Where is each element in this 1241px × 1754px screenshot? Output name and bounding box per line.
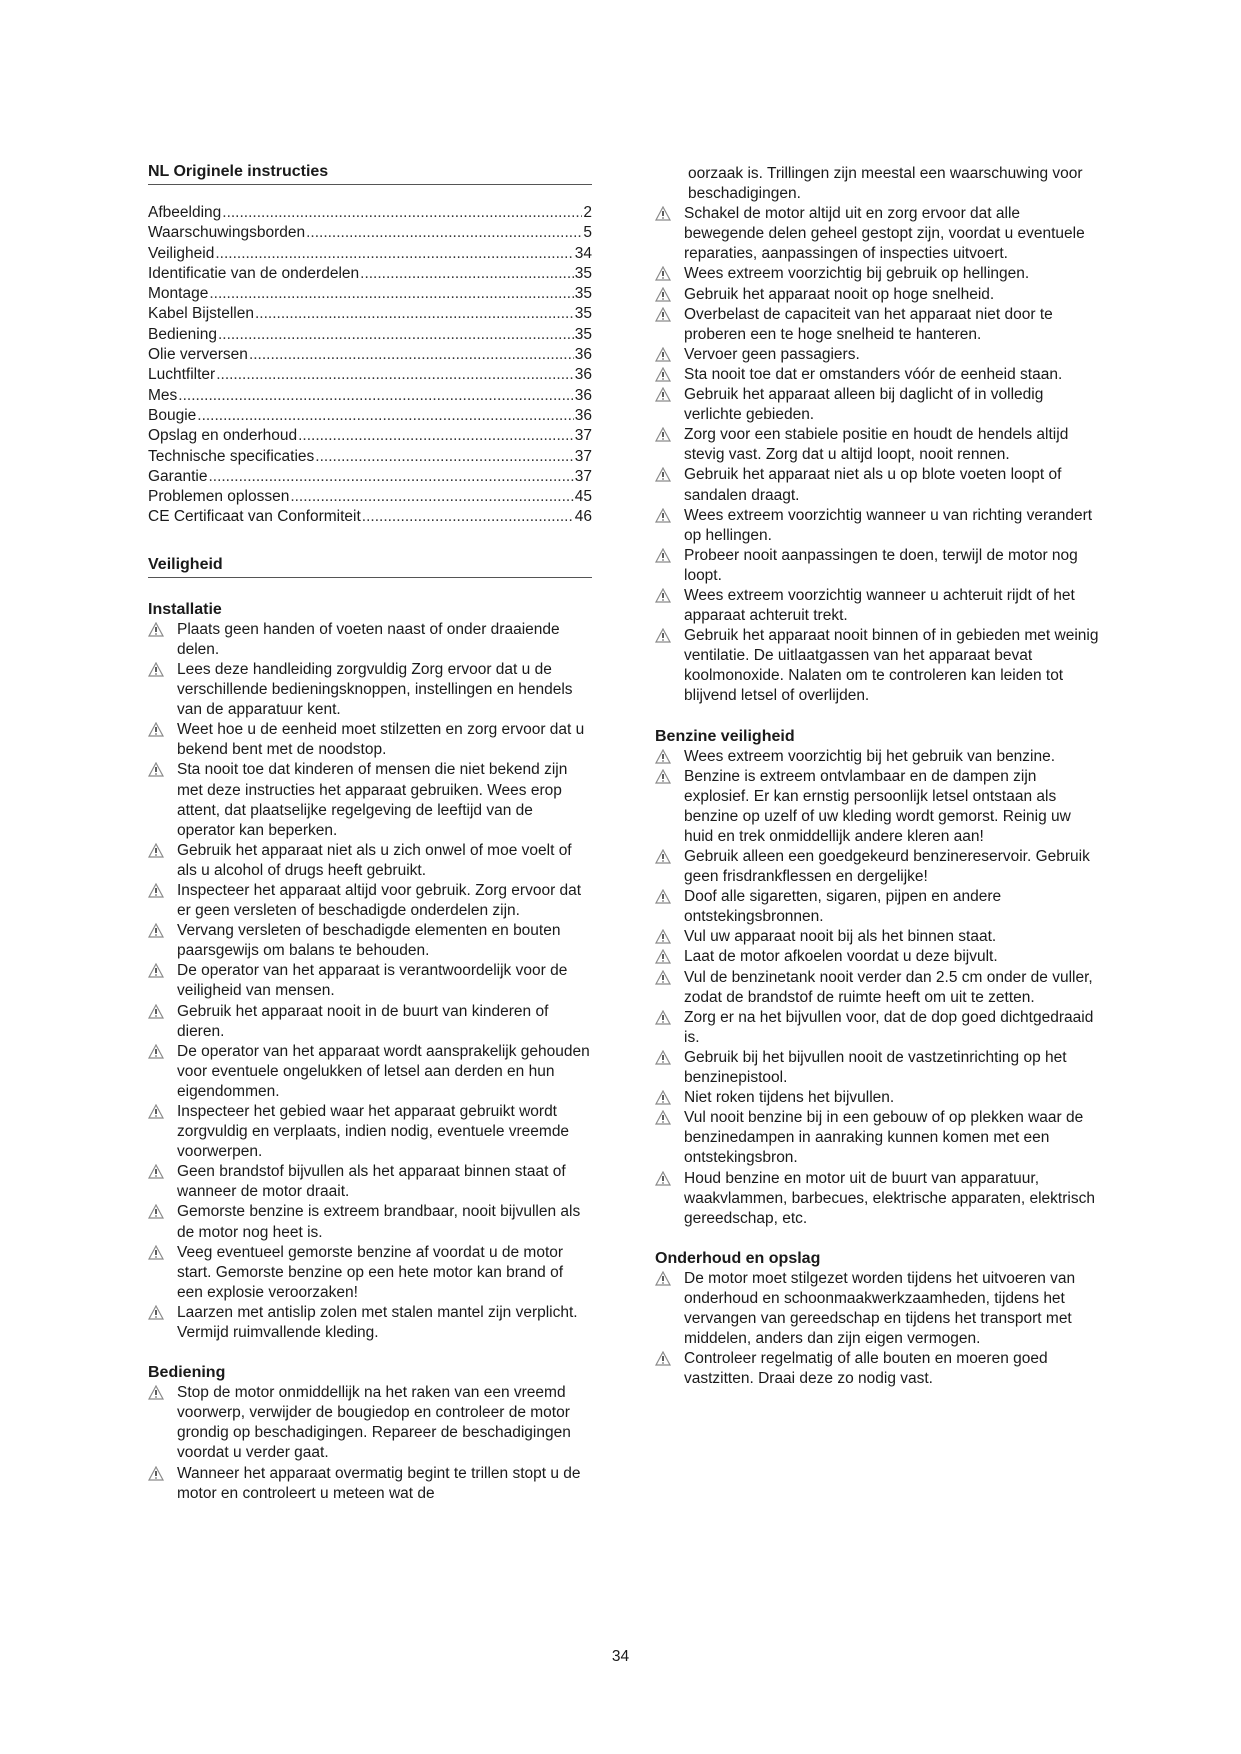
toc-page: 36 [574, 346, 592, 364]
warning-text: Wees extreem voorzichtig wanneer u achteruit rijdt of het apparaat achteruit trekt. [684, 586, 1075, 625]
list-bediening [148, 1383, 592, 1504]
warning-triangle-icon [655, 1050, 671, 1065]
toc-leader-dots [360, 264, 574, 284]
warning-triangle-icon [148, 1164, 164, 1179]
toc-leader-dots [215, 244, 573, 264]
warning-list-item [148, 1102, 592, 1162]
warning-triangle-icon [148, 1004, 164, 1019]
right-column [655, 164, 1103, 1389]
warning-text: Gebruik het apparaat nooit binnen of in gebieden met weinig ventilatie. De uitlaatgassen van het apparaat bevat koolmonoxide. Nalaten om te controleren kan leiden tot blijvend letsel of overlijden. [684, 627, 1099, 705]
toc-label: Olie verversen [148, 346, 248, 364]
warning-triangle-icon [148, 1466, 164, 1481]
warning-text: Vervang versleten of beschadigde elementen en bouten paarsgewijs om balans te behouden. [177, 922, 561, 960]
warning-text: Zorg voor een stabiele positie en houdt de hendels altijd stevig vast. Zorg dat u altijd loopt, nooit rennen. [684, 426, 1069, 464]
warning-triangle-icon [148, 1104, 164, 1119]
warning-list-item [655, 264, 1103, 284]
toc-label: Kabel Bijstellen [148, 305, 254, 323]
warning-list-item [655, 1169, 1103, 1229]
warning-triangle-icon [655, 1010, 671, 1025]
warning-text: Geen brandstof bijvullen als het apparaat binnen staat of wanneer de motor draait. [177, 1163, 566, 1201]
toc-row [148, 487, 592, 507]
warning-triangle-icon [148, 1305, 164, 1320]
warning-triangle-icon [655, 769, 671, 784]
toc-row [148, 223, 592, 243]
continued-text: oorzaak is. Trillingen zijn meestal een waarschuwing voor beschadigingen. [688, 165, 1083, 203]
section-title-veiligheid: Veiligheid [148, 555, 592, 578]
warning-triangle-icon [655, 1171, 671, 1186]
section-title-originele-instructies: NL Originele instructies [148, 162, 592, 185]
subsection-title-bediening: Bediening [148, 1364, 226, 1382]
toc-label: Technische specificaties [148, 447, 315, 465]
toc-leader-dots [218, 325, 574, 345]
warning-text: Wees extreem voorzichtig bij het gebruik van benzine. [684, 747, 1056, 765]
toc-page: 36 [574, 406, 592, 424]
warning-text: Gebruik het apparaat alleen bij daglicht of in volledig verlichte gebieden. [684, 386, 1044, 424]
warning-text: De operator van het apparaat wordt aansprakelijk gehouden voor eventuele ongelukken of letsel aan derden en hun eigendommen. [177, 1042, 590, 1100]
warning-triangle-icon [655, 367, 671, 382]
toc-page: 35 [574, 305, 592, 323]
warning-triangle-icon [655, 206, 671, 221]
warning-list-item [655, 887, 1103, 927]
warning-list-item [655, 767, 1103, 847]
toc-label: Bougie [148, 406, 197, 424]
toc-label: Waarschuwingsborden [148, 224, 306, 242]
toc-page: 35 [574, 264, 592, 282]
warning-list-item [655, 365, 1103, 385]
warning-text: Inspecteer het apparaat altijd voor gebruik. Zorg ervoor dat er geen versleten of beschadigde onderdelen zijn. [177, 881, 582, 920]
warning-list-item [655, 345, 1103, 365]
warning-triangle-icon [655, 287, 671, 302]
warning-triangle-icon [655, 929, 671, 944]
warning-list-item [655, 626, 1103, 706]
warning-text: Gebruik het apparaat niet als u zich onwel of moe voelt of als u alcohol of drugs heeft gebruikt. [177, 841, 572, 879]
warning-text: Veeg eventueel gemorste benzine af voordat u de motor start. Gemorste benzine op een hete motor kan brand of een explosie veroorzaken! [177, 1243, 564, 1301]
warning-text: Gebruik bij het bijvullen nooit de vastzetinrichting op het benzinepistool. [684, 1048, 1067, 1087]
warning-text: De operator van het apparaat is verantwoordelijk voor de veiligheid van mensen. [177, 962, 568, 1000]
warning-text: Lees deze handleiding zorgvuldig Zorg ervoor dat u de verschillende bedieningsknoppen, instellingen en hendels van de apparatuur kent. [177, 660, 573, 719]
warning-triangle-icon [655, 949, 671, 964]
toc-row [148, 244, 592, 264]
warning-list-item [148, 961, 592, 1001]
warning-list-item [148, 1243, 592, 1303]
warning-text: Stop de motor onmiddellijk na het raken van een vreemd voorwerp, verwijder de bougiedop en controleer de motor grondig op beschadigingen. Repareer de beschadigingen voordat u verder gaat. [177, 1384, 571, 1462]
warning-text: Houd benzine en motor uit de buurt van apparatuur, waakvlammen, barbecues, elektrische apparaten, elektrisch gereedschap, etc. [684, 1169, 1095, 1227]
warning-list-item [148, 1162, 592, 1202]
toc-page: 35 [574, 325, 592, 343]
toc-page: 37 [574, 467, 592, 485]
warning-text: Schakel de motor altijd uit en zorg ervoor dat alle bewegende delen geheel gestopt zijn, voordat u eventuele reparaties, aanpassingen of inspecties uitvoert. [684, 205, 1085, 263]
warning-list-item [655, 1108, 1103, 1168]
warning-triangle-icon [148, 923, 164, 938]
warning-list-item [655, 465, 1103, 505]
warning-triangle-icon [655, 889, 671, 904]
toc-row [148, 426, 592, 446]
toc-page: 37 [574, 427, 592, 445]
list-benzine-veiligheid [655, 747, 1103, 1229]
warning-text: Gemorste benzine is extreem brandbaar, nooit bijvullen als de motor nog heet is. [177, 1203, 581, 1241]
warning-text: Laat de motor afkoelen voordat u deze bijvult. [684, 948, 998, 966]
page-number: 34 [611, 1648, 630, 1665]
subsection-title-installatie: Installatie [148, 600, 222, 618]
warning-list-item [148, 620, 592, 660]
warning-text: Niet roken tijdens het bijvullen. [684, 1089, 895, 1107]
toc-page: 35 [574, 285, 592, 303]
warning-list-item [655, 546, 1103, 586]
toc-leader-dots [306, 223, 582, 243]
warning-text: Gebruik het apparaat nooit in de buurt van kinderen of dieren. [177, 1002, 549, 1040]
toc-row [148, 264, 592, 284]
warning-text: Vul nooit benzine bij in een gebouw of op plekken waar de benzinedampen in aanraking kunnen komen met een ontstekingsbron. [684, 1109, 1084, 1167]
warning-triangle-icon [655, 508, 671, 523]
toc-label: Montage [148, 285, 209, 303]
warning-triangle-icon [148, 622, 164, 637]
warning-list-item [655, 204, 1103, 264]
warning-triangle-icon [148, 1245, 164, 1260]
warning-list-item [655, 285, 1103, 305]
warning-list-item [148, 720, 592, 760]
toc-leader-dots [209, 284, 573, 304]
toc-page: 46 [574, 508, 592, 526]
warning-list-item [655, 506, 1103, 546]
warning-text: Plaats geen handen of voeten naast of onder draaiende delen. [177, 620, 560, 658]
warning-list-item [655, 927, 1103, 947]
warning-text: De motor moet stilgezet worden tijdens het uitvoeren van onderhoud en schoonmaakwerkzaamheden, tijdens het vervangen van gereedschap en tijdens het transport met middelen, anders dan zijn eigen vermogen. [684, 1269, 1076, 1348]
warning-list-item [655, 1088, 1103, 1108]
toc-row [148, 203, 592, 223]
warning-triangle-icon [655, 588, 671, 603]
toc-leader-dots [222, 203, 582, 223]
warning-text: Weet hoe u de eenheid moet stilzetten en zorg ervoor dat u bekend bent met de noodstop. [177, 721, 585, 759]
left-column [148, 162, 592, 1504]
toc-page: 2 [583, 204, 592, 221]
toc-label: Afbeelding [148, 204, 222, 221]
warning-list-item [655, 1269, 1103, 1349]
warning-list-item [655, 747, 1103, 767]
warning-triangle-icon [148, 963, 164, 978]
warning-triangle-icon [148, 1044, 164, 1059]
warning-triangle-icon [655, 970, 671, 985]
warning-text: Controleer regelmatig of alle bouten en moeren goed vastzitten. Draai deze zo nodig vast. [684, 1350, 1048, 1388]
warning-text: Inspecteer het gebied waar het apparaat gebruikt wordt zorgvuldig en verplaats, indien nodig, eventuele vreemde voorwerpen. [177, 1103, 570, 1161]
toc-leader-dots [249, 345, 574, 365]
toc-row [148, 386, 592, 406]
toc-row [148, 406, 592, 426]
toc-label: Bediening [148, 325, 217, 343]
warning-text: Benzine is extreem ontvlambaar en de dampen zijn explosief. Er kan ernstig persoonlijk letsel ontstaan als benzine op uzelf of uw kleding wordt gemorst. Reinig uw huid en trek onmiddellijk andere kleren aan! [684, 767, 1071, 845]
warning-triangle-icon [655, 387, 671, 402]
warning-triangle-icon [655, 266, 671, 281]
warning-text: Gebruik het apparaat niet als u op blote voeten loopt of sandalen draagt. [684, 466, 1062, 504]
warning-triangle-icon [655, 1110, 671, 1125]
warning-triangle-icon [655, 628, 671, 643]
toc-leader-dots [290, 487, 573, 507]
toc-label: Luchtfilter [148, 366, 216, 384]
toc-leader-dots [298, 426, 574, 446]
toc-leader-dots [216, 365, 574, 385]
toc-label: Problemen oplossen [148, 488, 290, 506]
toc-label: Veiligheid [148, 244, 215, 262]
toc-label: Mes [148, 386, 178, 404]
warning-triangle-icon [655, 467, 671, 482]
list-bediening-continued [655, 204, 1103, 706]
warning-text: Overbelast de capaciteit van het apparaat niet door te proberen een te hoge snelheid te hanteren. [684, 305, 1053, 343]
toc-label: Opslag en onderhoud [148, 427, 298, 445]
warning-list-item [148, 1042, 592, 1102]
warning-text: Probeer nooit aanpassingen te doen, terwijl de motor nog loopt. [684, 546, 1078, 584]
toc-leader-dots [197, 406, 573, 426]
toc-leader-dots [178, 386, 573, 406]
warning-list-item [148, 841, 592, 881]
warning-list-item [655, 968, 1103, 1008]
warning-triangle-icon [655, 749, 671, 764]
table-of-contents [148, 203, 592, 528]
toc-page: 34 [574, 244, 592, 262]
toc-row [148, 447, 592, 467]
toc-label: Garantie [148, 467, 208, 485]
warning-list-item [655, 586, 1103, 626]
warning-triangle-icon [655, 849, 671, 864]
warning-text: Wees extreem voorzichtig bij gebruik op hellingen. [684, 265, 1030, 283]
toc-row [148, 325, 592, 345]
warning-text: Gebruik het apparaat nooit op hoge snelheid. [684, 285, 995, 303]
list-installatie [148, 620, 592, 1343]
warning-text: Doof alle sigaretten, sigaren, pijpen en andere ontstekingsbronnen. [684, 888, 1002, 926]
toc-row [148, 284, 592, 304]
warning-text: Wees extreem voorzichtig wanneer u van richting verandert op hellingen. [684, 506, 1093, 544]
warning-text: Sta nooit toe dat kinderen of mensen die niet bekend zijn met deze instructies het apparaat gebruiken. Wees erop attent, dat plaatselijke regelgeving de leeftijd van de operator kan beperken. [177, 761, 568, 839]
warning-list-item [655, 947, 1103, 967]
toc-row [148, 365, 592, 385]
toc-page: 36 [574, 386, 592, 404]
subsection-title-benzine-veiligheid: Benzine veiligheid [655, 727, 795, 745]
warning-triangle-icon [655, 1271, 671, 1286]
warning-list-item [148, 921, 592, 961]
warning-triangle-icon [148, 762, 164, 777]
warning-list-item [655, 847, 1103, 887]
warning-list-item [655, 425, 1103, 465]
warning-triangle-icon [655, 1090, 671, 1105]
warning-list-item [655, 385, 1103, 425]
warning-triangle-icon [655, 307, 671, 322]
warning-list-item [655, 1048, 1103, 1088]
warning-triangle-icon [655, 1351, 671, 1366]
warning-triangle-icon [148, 883, 164, 898]
warning-list-item [148, 760, 592, 840]
warning-triangle-icon [655, 347, 671, 362]
toc-row [148, 507, 592, 527]
warning-list-item [148, 660, 592, 720]
toc-row [148, 467, 592, 487]
warning-triangle-icon [655, 548, 671, 563]
warning-triangle-icon [148, 722, 164, 737]
list-onderhoud-opslag [655, 1269, 1103, 1390]
warning-list-item [148, 1202, 592, 1242]
warning-triangle-icon [148, 843, 164, 858]
warning-text: Zorg er na het bijvullen voor, dat de dop goed dichtgedraaid is. [684, 1008, 1094, 1046]
warning-text: Vul de benzinetank nooit verder dan 2.5 cm onder de vuller, zodat de brandstof de ruimte heeft om uit te zetten. [684, 968, 1093, 1006]
warning-triangle-icon [148, 1385, 164, 1400]
warning-text: Wanneer het apparaat overmatig begint te trillen stopt u de motor en controleert u meteen wat de [177, 1464, 581, 1502]
toc-leader-dots [255, 304, 574, 324]
toc-page: 37 [574, 447, 592, 465]
toc-leader-dots [362, 507, 574, 527]
subsection-title-onderhoud-opslag: Onderhoud en opslag [655, 1249, 821, 1267]
warning-triangle-icon [148, 1204, 164, 1219]
warning-triangle-icon [148, 662, 164, 677]
warning-text: Gebruik alleen een goedgekeurd benzinereservoir. Gebruik geen frisdrankflessen en dergelijke! [684, 848, 1090, 886]
toc-page: 45 [574, 488, 592, 506]
warning-text: Sta nooit toe dat er omstanders vóór de eenheid staan. [684, 365, 1063, 383]
warning-text: Laarzen met antislip zolen met stalen mantel zijn verplicht. Vermijd ruimvallende kleding. [177, 1303, 578, 1342]
toc-label: CE Certificaat van Conformiteit [148, 508, 361, 526]
toc-row [148, 345, 592, 365]
warning-list-item [655, 1349, 1103, 1389]
toc-leader-dots [315, 447, 573, 467]
warning-list-item [148, 1002, 592, 1042]
warning-triangle-icon [655, 427, 671, 442]
toc-row [148, 304, 592, 324]
warning-list-item [655, 305, 1103, 345]
warning-list-item [148, 881, 592, 921]
toc-label: Identificatie van de onderdelen [148, 264, 360, 282]
warning-text: Vervoer geen passagiers. [684, 345, 860, 363]
toc-leader-dots [208, 467, 573, 487]
warning-list-item [148, 1303, 592, 1343]
toc-page: 5 [583, 224, 592, 242]
warning-list-item [148, 1383, 592, 1463]
toc-page: 36 [574, 366, 592, 384]
warning-text: Vul uw apparaat nooit bij als het binnen staat. [684, 928, 997, 946]
warning-list-item [148, 1464, 592, 1504]
warning-list-item [655, 1008, 1103, 1048]
